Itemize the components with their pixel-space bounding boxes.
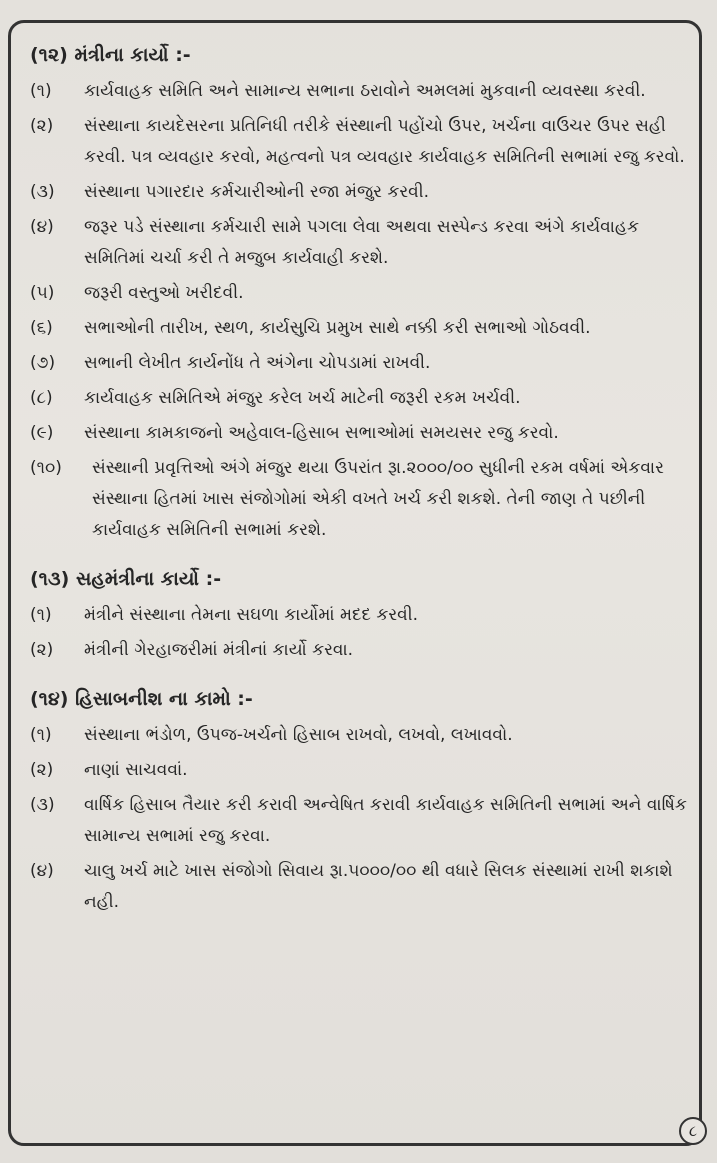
item-number: (૫) (30, 283, 55, 303)
item-text: મંત્રીની ગેરહાજરીમાં મંત્રીનાં કાર્યો કરવા. (84, 640, 354, 660)
list-item (30, 720, 690, 751)
item-number: (૩) (30, 182, 55, 202)
document-content (30, 40, 690, 922)
item-number: (૧) (30, 605, 52, 625)
list-item (30, 600, 690, 631)
item-text: મંત્રીને સંસ્થાના તેમના સઘળા કાર્યોમાં મદદ કરવી. (84, 605, 419, 625)
item-number: (૩) (30, 795, 55, 815)
item-text: જરૂરી વસ્તુઓ ખરીદવી. (84, 283, 244, 303)
item-number: (૪) (30, 861, 54, 881)
item-number: (૨) (30, 116, 54, 136)
item-number: (૮) (30, 388, 53, 408)
item-text: સંસ્થાની પ્રવૃત્તિઓ અંગે મંજુર થયા ઉપરાંત રૂા.૨૦૦૦/૦૦ સુધીની રકમ વર્ષમાં એકવાર સંસ્થાના હિતમાં ખાસ સંજોગોમાં એકી વખતે ખર્ચ કરી શકશે. તેની જાણ તે પછીની કાર્યવાહક સમિતિની સભામાં કરશે. (92, 458, 664, 540)
item-text: કાર્યવાહક સમિતિએ મંજુર કરેલ ખર્ચ માટેની જરૂરી રકમ ખર્ચવી. (84, 388, 521, 408)
item-text: નાણાં સાચવવાં. (84, 760, 188, 780)
list-item (30, 755, 690, 786)
item-number: (૬) (30, 318, 53, 338)
list-item (30, 111, 690, 173)
list-item (30, 313, 690, 344)
item-text: સંસ્થાના કામકાજનો અહેવાલ-હિસાબ સભાઓમાં સમયસર રજુ કરવો. (84, 423, 559, 443)
item-text: કાર્યવાહક સમિતિ અને સામાન્ય સભાના ઠરાવોને અમલમાં મુકવાની વ્યવસ્થા કરવી. (84, 81, 646, 101)
item-text: વાર્ષિક હિસાબ તૈયાર કરી કરાવી અન્વેષિત કરાવી કાર્યવાહક સમિતિની સભામાં અને વાર્ષિક સામાન્ય સભામાં રજુ કરવા. (84, 795, 687, 846)
list-item (30, 177, 690, 208)
item-number: (૧) (30, 81, 52, 101)
item-number: (૭) (30, 353, 56, 373)
page-number: ૮ (679, 1117, 707, 1145)
list-item (30, 76, 690, 107)
item-number: (૨) (30, 760, 54, 780)
item-text: સંસ્થાના પગારદાર કર્મચારીઓની રજા મંજુર કરવી. (84, 182, 429, 202)
list-item (30, 635, 690, 666)
item-number: (૧) (30, 725, 52, 745)
item-number: (૯) (30, 423, 54, 443)
list-item (30, 278, 690, 309)
item-text: સંસ્થાના ભંડોળ, ઉપજ-ખર્ચનો હિસાબ રાખવો, લખવો, લખાવવો. (84, 725, 513, 745)
list-item (30, 453, 690, 546)
list-item (30, 383, 690, 414)
section-heading-13: (૧૩) સહમંત્રીના કાર્યો :- (30, 568, 222, 590)
list-item (30, 790, 690, 852)
item-text: ચાલુ ખર્ચ માટે ખાસ સંજોગો સિવાય રૂા.૫૦૦૦/૦૦ થી વધારે સિલક સંસ્થામાં રાખી શકાશે નહી. (84, 861, 673, 912)
item-text: સભાની લેખીત કાર્યનોંધ તે અંગેના ચોપડામાં રાખવી. (84, 353, 431, 373)
list-item (30, 856, 690, 918)
item-text: સભાઓની તારીખ, સ્થળ, કાર્યસુચિ પ્રમુખ સાથે નક્કી કરી સભાઓ ગોઠવવી. (84, 318, 591, 338)
item-text: જરૂર પડે સંસ્થાના કર્મચારી સામે પગલા લેવા અથવા સસ્પેન્ડ કરવા અંગે કાર્યવાહક સમિતિમાં ચર્ચા કરી તે મજુબ કાર્યવાહી કરશે. (84, 217, 639, 268)
item-text: સંસ્થાના કાયદેસરના પ્રતિનિધી તરીકે સંસ્થાની પહોંચો ઉપર, ખર્ચના વાઉચર ઉપર સહી કરવી. પત્ર વ્યવહાર કરવો, મહત્વનો પત્ર વ્યવહાર કાર્યવાહક સમિતિની સભામાં રજુ કરવો. (84, 116, 685, 167)
list-item (30, 418, 690, 449)
section-heading-12: (૧૨) મંત્રીના કાર્યો :- (30, 44, 191, 66)
section-heading-14: (૧૪) હિસાબનીશ ના કામો :- (30, 688, 253, 710)
list-item (30, 348, 690, 379)
item-number: (૪) (30, 217, 54, 237)
item-number: (૧૦) (30, 458, 62, 478)
list-item (30, 212, 690, 274)
item-number: (૨) (30, 640, 54, 660)
